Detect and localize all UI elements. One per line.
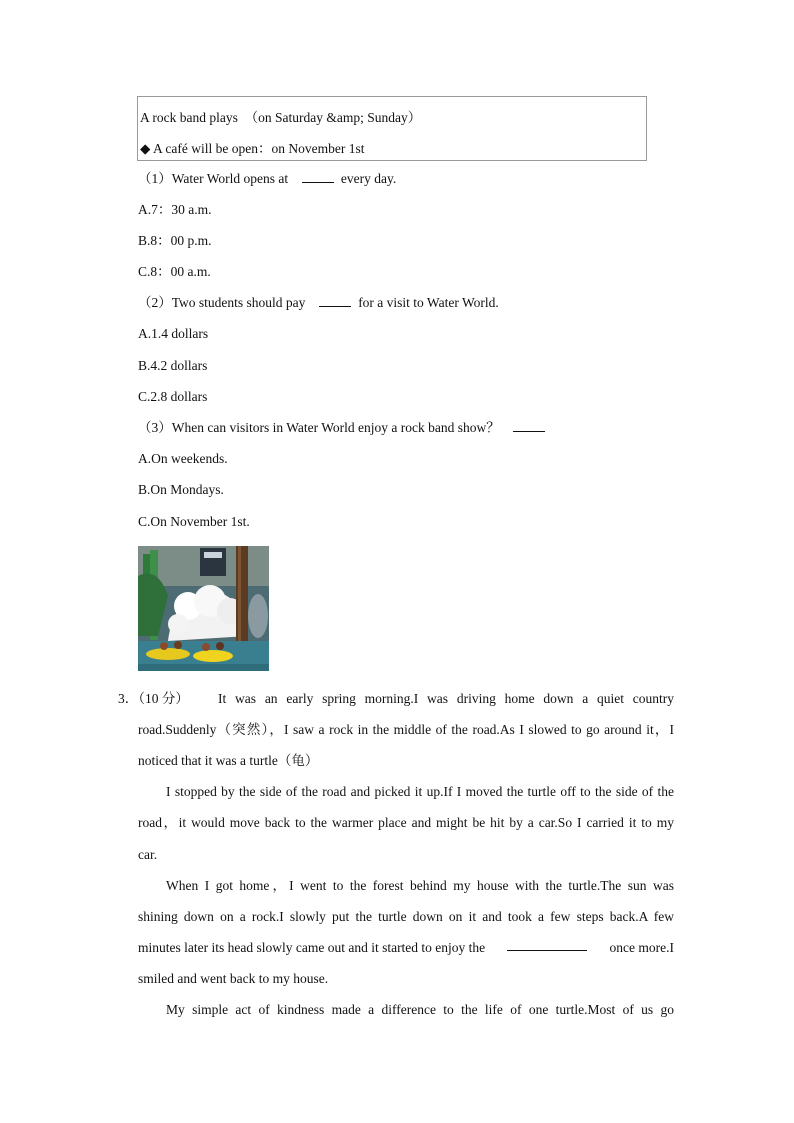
question-3-option-b: B.On Mondays. bbox=[138, 482, 224, 497]
question-2-option-c: C.2.8 dollars bbox=[138, 389, 208, 404]
question-1-option-a: A.7：30 a.m. bbox=[138, 202, 212, 217]
question-1-blank bbox=[302, 171, 334, 183]
passage-blank bbox=[507, 939, 587, 951]
passage-line-9-text-b: once more.I bbox=[609, 940, 674, 955]
notice-rock-band: A rock band plays （on Saturday &amp; Sunday） bbox=[140, 110, 422, 125]
water-world-photo bbox=[138, 546, 269, 671]
passage-line-6: car. bbox=[138, 847, 158, 862]
question-1-stem bbox=[138, 170, 396, 188]
question-1-text-a: （1）Water World opens at bbox=[138, 171, 289, 186]
notice-cafe: ◆ A café will be open：on November 1st bbox=[140, 141, 365, 156]
question-3-option-a: A.On weekends. bbox=[138, 451, 228, 466]
passage-line-5: road，it would move back to the warmer place and might be hit by a car.So I carried it to my bbox=[138, 815, 674, 830]
passage-line-2: road.Suddenly（突然），I saw a rock in the middle of the road.As I slowed to go around it，I bbox=[138, 722, 674, 737]
question-2-stem bbox=[138, 294, 499, 312]
question-3-option-c: C.On November 1st. bbox=[138, 514, 250, 529]
question-3-blank bbox=[513, 420, 545, 432]
question-2-blank bbox=[319, 295, 351, 307]
passage-line-9-text-a: minutes later its head slowly came out and it started to enjoy the bbox=[138, 940, 486, 955]
question-3-text: （3）When can visitors in Water World enjoy a rock band show？ bbox=[138, 420, 500, 435]
passage-line-7: When I got home，I went to the forest behind my house with the turtle.The sun was bbox=[166, 878, 674, 893]
question-2-option-b: B.4.2 dollars bbox=[138, 358, 208, 373]
water-park-image bbox=[138, 546, 269, 671]
passage-line-4: I stopped by the side of the road and picked it up.If I moved the turtle off to the side of the bbox=[166, 784, 674, 799]
passage-line-1: It was an early spring morning.I was driving home down a quiet country bbox=[218, 691, 674, 706]
passage-line-3: noticed that it was a turtle（龟） bbox=[138, 753, 319, 768]
passage-line-9 bbox=[138, 939, 674, 957]
passage-line-11: My simple act of kindness made a difference to the life of one turtle.Most of us go bbox=[166, 1002, 674, 1017]
question-2-text-a: （2）Two students should pay bbox=[138, 295, 306, 310]
passage-line-8: shining down on a rock.I slowly put the turtle down on it and took a few steps back.A few bbox=[138, 909, 674, 924]
question-2-text-b: for a visit to Water World. bbox=[358, 295, 499, 310]
notice-box bbox=[137, 96, 647, 161]
passage-line-10: smiled and went back to my house. bbox=[138, 971, 329, 986]
question-3-stem bbox=[138, 419, 545, 437]
question-1-option-c: C.8：00 a.m. bbox=[138, 264, 211, 279]
question-2-option-a: A.1.4 dollars bbox=[138, 326, 209, 341]
question-1-text-b: every day. bbox=[340, 171, 397, 186]
question-1-option-b: B.8：00 p.m. bbox=[138, 233, 212, 248]
question-number-3: 3．（10 分） bbox=[118, 691, 189, 706]
